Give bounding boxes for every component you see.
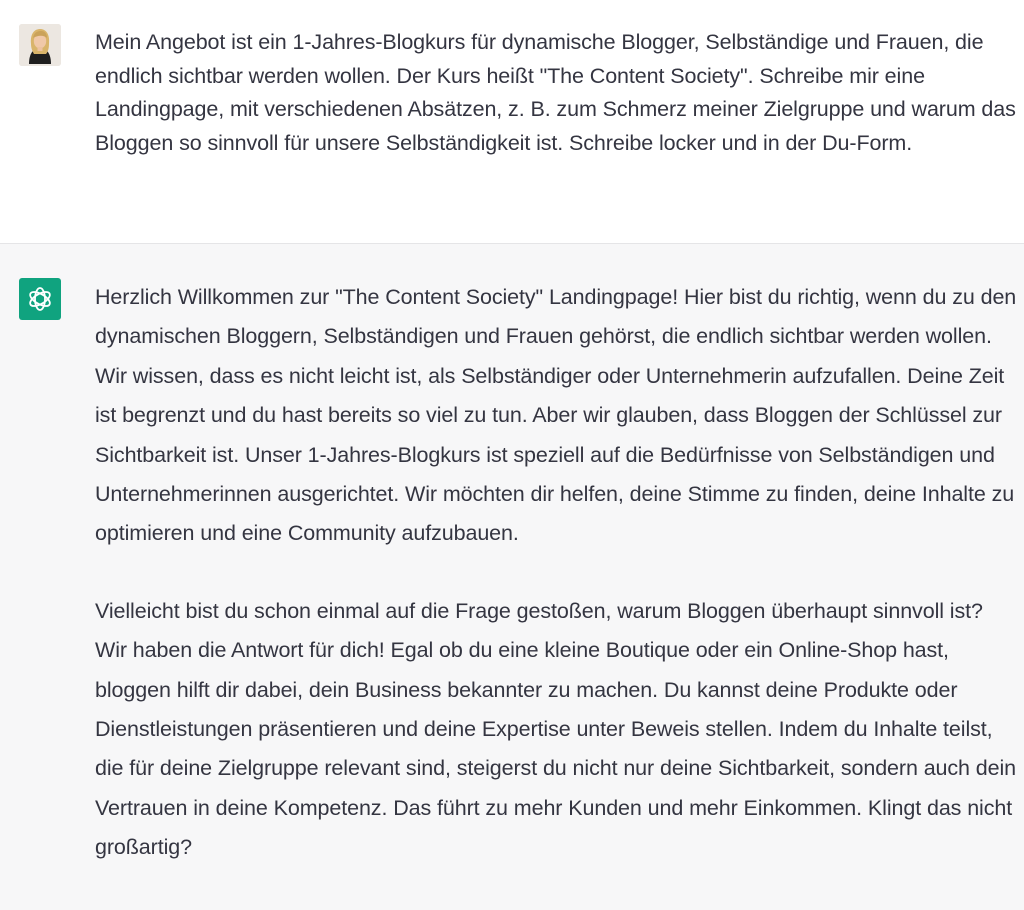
user-message-row: [0, 0, 1024, 244]
assistant-paragraph: Herzlich Willkommen zur "The Content Society" Landingpage! Hier bist du richtig, wenn du zu den dynamischen Bloggern, Selbständigen und Frauen gehörst, die endlich sichtbar werden wollen. Wir wissen, dass es nicht leicht ist, als Selbständiger oder Unternehmerin aufzufallen. Deine Zeit ist begrenzt und du hast bereits so viel zu tun. Aber wir glauben, dass Bloggen der Schlüssel zur Sichtbarkeit ist. Unser 1-Jahres-Blogkurs ist speziell auf die Bedürfnisse von Selbständigen und Unternehmerinnen ausgerichtet. Wir möchten dir helfen, deine Stimme zu finden, deine Inhalte zu optimieren und eine Community aufzubauen.: [95, 285, 1017, 546]
assistant-avatar: [19, 278, 61, 320]
user-avatar: [19, 24, 61, 66]
assistant-message-text: [95, 278, 1018, 868]
openai-logo-icon: [26, 285, 54, 313]
assistant-paragraph: Vielleicht bist du schon einmal auf die Frage gestoßen, warum Bloggen überhaupt sinnvoll ist? Wir haben die Antwort für dich! Egal ob du eine kleine Boutique oder ein Online-Shop hast, bloggen hilft dir dabei, dein Business bekannter zu machen. Du kannst deine Produkte oder Dienstleistungen präsentieren und deine Expertise unter Beweis stellen. Indem du Inhalte teilst, die für deine Zielgruppe relevant sind, steigerst du nicht nur deine Sichtbarkeit, sondern auch dein Vertrauen in deine Kompetenz. Das führt zu mehr Kunden und mehr Einkommen. Klingt das nicht großartig?: [95, 598, 1017, 860]
user-message-text: Mein Angebot ist ein 1-Jahres-Blogkurs für dynamische Blogger, Selbständige und Frauen, die endlich sichtbar werden wollen. Der Kurs heißt "The Content Society". Schreibe mir eine Landingpage, mit verschiedenen Absätzen, z. B. zum Schmerz meiner Zielgruppe und warum das Bloggen so sinnvoll für unsere Selbständigkeit ist. Schreibe locker und in der Du-Form.: [95, 30, 1016, 156]
user-avatar-photo: [19, 24, 61, 66]
